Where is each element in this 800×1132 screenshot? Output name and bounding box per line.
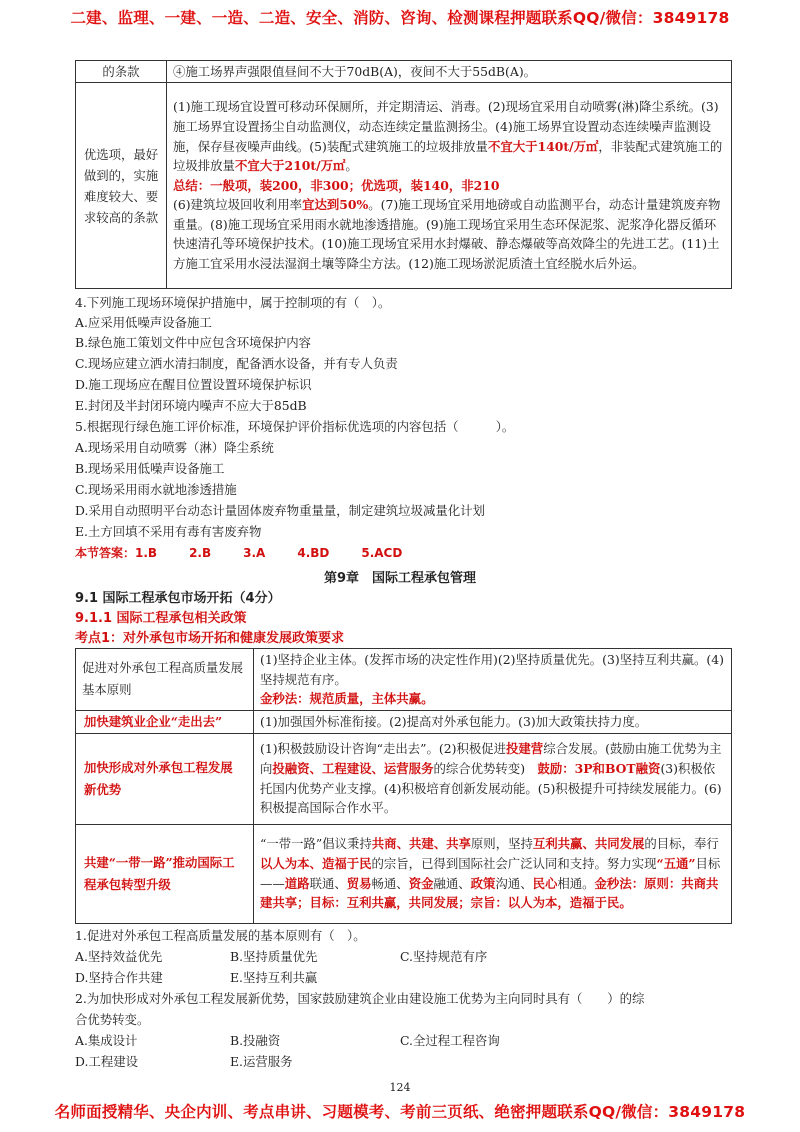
text: 。 [345,158,358,174]
highlight: 贸易 [346,875,372,891]
option-row [75,1052,293,1070]
row-label: 共建“一带一路”推动国际工程承包转型升级 [76,824,254,923]
highlight: 政策 [470,875,496,891]
option: A.应采用低噪声设备施工 [75,315,212,330]
row-content: ④施工场界声强限值昼间不大于70dB(A)，夜间不大于55dB(A)。 [167,61,732,83]
option-row [75,947,487,965]
question-4-stem: 4.下列施工现场环境保护措施中，属于控制项的有（ ）。 [75,295,391,310]
text: 畅通、 [371,875,409,891]
table-row [76,824,732,923]
row-content [254,649,732,711]
highlight: 投建营 [506,741,544,757]
highlight: 不宜大于140t/万㎡ [487,138,599,154]
section-heading: 9.1 国际工程承包市场开拓（4分） [75,591,281,606]
option: C.现场采用雨水就地渗透措施 [75,482,237,497]
text: 融通、 [433,875,471,891]
summary-note: 总结：一般项，装200，非300；优选项，装140，非210 [173,177,500,193]
row-label: 加快建筑业企业“走出去” [76,710,254,733]
mnemonic: 金秒法：规范质量，主体共赢。 [260,691,434,706]
highlight: 投融资、工程建设、运营服务 [272,760,434,776]
text: (1)坚持企业主体。(发挥市场的决定性作用)(2)坚持质量优先。(3)坚持互利共赢。(4)坚持规范有序。 [260,652,724,687]
subsection-heading: 9.1.1 国际工程承包相关政策 [75,611,247,626]
highlight: 共商、共建、共享 [371,836,471,852]
option: B.投融资 [230,1033,281,1048]
text: (1)积极鼓励设计咨询“走出去”。(2)积极促进 [260,741,507,757]
policy-table [75,648,732,924]
answer: 3.A [243,546,266,560]
highlight: 互利共赢、共同发展 [532,836,645,852]
text: 。(7)施工现场宜采用地磅或自动监测平台，动态计量建筑废弃物重量。(8)施工现场宜采用雨水就地渗透措施。(9)施工现场宜采用生态环保泥浆、泥浆净化器反循环快速清孔等环境保护技术。(10)施工现场宜采用水封爆破、静态爆破等高效降尘的先进工艺。(11)土方施工宜采用水浸法湿润土壤等降尘方法。(12)施工现场淤泥质渣土宜经脱水后外运。 [173,197,721,272]
option: E.封闭及半封闭环境内噪声不应大于85dB [75,398,307,413]
text: “一带一路”倡议秉持 [260,836,372,852]
text: 的宗旨，已得到国际社会广泛认同和支持。努力实现 [371,855,657,871]
page-number: 124 [389,1081,411,1094]
option-row [75,1031,500,1049]
text: 相通。 [557,875,595,891]
text: (3)积极依托国内优势产业支撑。(4)积极培育创新发展动能。(5)积极提升可持续发展能力。(6)积极提高国际合作水平。 [260,760,722,816]
row-label: 促进对外承包工程高质量发展基本原则 [76,649,254,711]
option: B.绿色施工策划文件中应包含环境保护内容 [75,335,312,350]
highlight: 不宜大于210t/万㎡ [234,158,346,174]
text: ，非装配式建筑施工的垃圾排放量 [173,138,723,174]
answer: 4.BD [297,546,330,560]
text: 的目标，奉行 [644,836,719,852]
table-row [76,710,732,733]
table-row [76,83,732,289]
highlight: 资金 [408,875,434,891]
text: (6)建筑垃圾回收利用率 [173,197,303,213]
question-2-stem-cont: 合优势转变。 [75,1012,150,1027]
row-content: (1)加强国外标准衔接。(2)提高对外承包能力。(3)加大政策扶持力度。 [254,710,732,733]
highlight: 鼓励：3P和BOT融资 [537,760,661,776]
env-protection-table [75,60,732,289]
text: 联通、 [309,875,347,891]
option: A.集成设计 [75,1033,138,1048]
answer: 1.B [135,546,158,560]
row-content [167,83,732,289]
option: D.坚持合作共建 [75,970,163,985]
table-row [76,61,732,83]
option: D.施工现场应在醒目位置设置环境保护标识 [75,377,312,392]
highlight: “五通” [656,855,696,871]
option: D.工程建设 [75,1054,138,1069]
text: (1)施工现场宜设置可移动环保厕所，并定期清运、消毒。(2)现场宜采用自动喷雾(淋)降尘系统。(3)施工场界宜设置扬尘自动监测仪，动态连续定量监测扬尘。(4)施工场界宜设置动态连续噪声监测设施，保存昼夜噪声曲线。(5)装配式建筑施工的垃圾排放量 [173,99,719,154]
option: D.采用自动照明平台动态计量固体废弃物重量量，制定建筑垃圾减量化计划 [75,503,485,518]
chapter-title: 第9章 国际工程承包管理 [323,571,477,586]
table-row [76,733,732,824]
answers-label: 本节答案： [75,546,136,560]
table-row [76,649,732,711]
section-answers [75,544,434,561]
option: E.坚持互利共赢 [230,970,318,985]
text: 沟通、 [495,875,533,891]
mnemonic: 金秒法：原则：共商共建共享；目标：互利共赢，共同发展；宗旨：以人为本，造福于民。 [260,875,719,911]
row-label: 加快形成对外承包工程发展新优势 [76,733,254,824]
top-promo-banner: 二建、监理、一建、一造、二造、安全、消防、咨询、检测课程押题联系QQ/微信：3849178 [70,9,730,27]
text: 综合发展。(鼓励由施工优势为主向 [260,741,722,776]
option: E.运营服务 [230,1054,293,1069]
option: A.现场采用自动喷雾（淋）降尘系统 [75,440,274,455]
text: 原则，坚持 [470,836,533,852]
option-row [75,968,317,986]
row-content [254,824,732,923]
answer: 2.B [189,546,212,560]
text: 的综合优势转变) [433,760,538,776]
row-label: 优选项，最好做到的，实施难度较大、要求较高的条款 [76,83,167,289]
bottom-promo-banner: 名师面授精华、央企内训、考点串讲、习题模考、考前三页纸、绝密押题联系QQ/微信：3849178 [54,1103,746,1121]
row-content [254,733,732,824]
text: 目标—— [260,855,721,891]
option: E.土方回填不采用有毒有害废弃物 [75,524,262,539]
question-5-stem: 5.根据现行绿色施工评价标准，环境保护评价指标优选项的内容包括（ ）。 [75,419,515,434]
highlight: 宜达到50% [302,197,369,213]
highlight: 民心 [532,875,558,891]
option: B.现场采用低噪声设备施工 [75,461,225,476]
option: A.坚持效益优先 [75,949,163,964]
option: C.坚持规范有序 [400,949,488,964]
option: C.全过程工程咨询 [400,1033,500,1048]
option: B.坚持质量优先 [230,949,318,964]
key-point-heading: 考点1：对外承包市场开拓和健康发展政策要求 [75,631,345,646]
row-label: 的条款 [76,61,167,83]
highlight: 道路 [284,875,310,891]
option: C.现场应建立洒水清扫制度，配备洒水设备，并有专人负责 [75,356,398,371]
question-1-stem: 1.促进对外承包工程高质量发展的基本原则有（ ）。 [75,928,366,943]
question-2-stem: 2.为加快形成对外承包工程发展新优势，国家鼓励建筑企业由建设施工优势为主向同时具有（ ）的综 [75,991,645,1006]
answer: 5.ACD [361,546,403,560]
highlight: 以人为本、造福于民 [260,855,372,871]
